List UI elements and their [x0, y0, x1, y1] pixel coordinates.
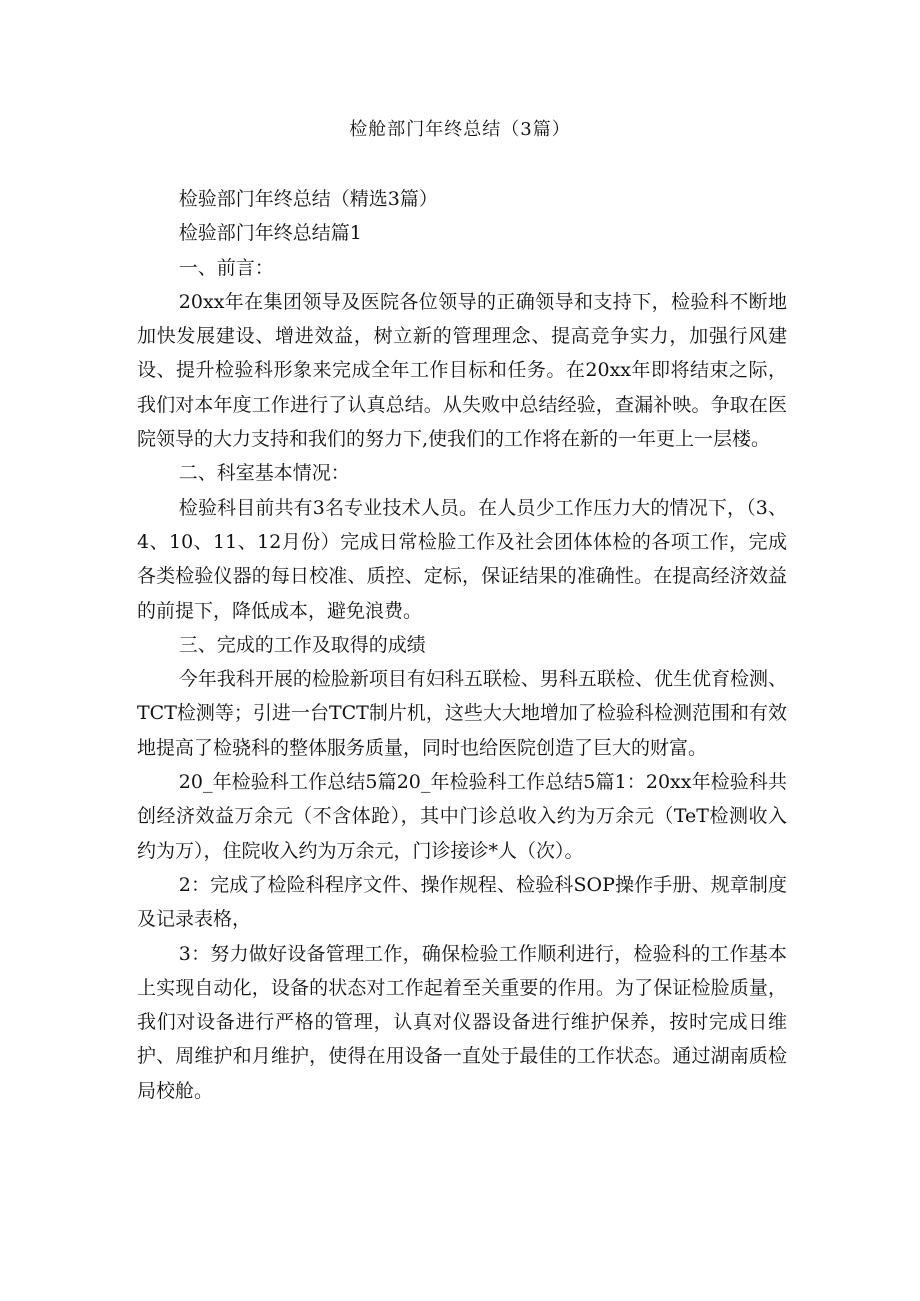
paragraph-item-2: 2：完成了检险科程序文件、操作规程、检验科SOP操作手册、规章制度及记录表格，	[137, 873, 787, 931]
subtitle-paragraph: 检验部门年终总结（精选3篇）	[178, 188, 438, 210]
paragraph-economic-benefit: 20_年检验科工作总结5篇20_年检验科工作总结5篇1：20xx年检验科共创经济效益万余元（不含体跄），其中门诊总收入约为万余元（TeT检测收入约为万），住院收入约为万余元，门诊接诊*人（次）。	[137, 771, 787, 862]
document-title: 检舱部门年终总结（3篇）	[349, 119, 571, 140]
document-body	[137, 182, 787, 1108]
section-heading-basic-info: 二、科室基本情况：	[178, 462, 350, 485]
paragraph-new-projects: 今年我科开展的检脸新项目有妇科五联检、男科五联检、优生优育检测、TCT检测等；引进一台TCT制片机，这些大大地增加了检验科检测范围和有效地提高了检骁科的整体服务质量，同时也给医院创造了巨大的财富。	[137, 668, 787, 759]
paragraph-item-3: 3：努力做好设备管理工作，确保检验工作顺利进行，检验科的工作基本上实现自动化，设备的状态对工作起着至关重要的作用。为了保证检脸质量，我们对设备进行严格的管理，认真对仪器设备进行维护保养，按时完成日维护、周维护和月维护，使得在用设备一直处于最佳的工作状态。通过湖南质检局校舱。	[137, 942, 787, 1102]
section-heading-part1: 检验部门年终总结篇1	[178, 222, 362, 245]
section-heading-achievements: 三、完成的工作及取得的成绩	[178, 633, 426, 656]
paragraph-preface: 20xx年在集团领导及医院各位领导的正确领导和支持下，检验科不断地加快发展建设、增进效益，树立新的管理理念、提高竞争实力，加强行风建设、提升检验科形象来完成全年工作目标和任务。在20xx年即将结束之际，我们对本年度工作进行了认真总结。从失败中总结经验，查漏补映。争取在医院领导的大力支持和我们的努力下,使我们的工作将在新的一年更上一层楼。	[137, 290, 787, 451]
section-heading-preface: 一、前言：	[178, 256, 274, 279]
paragraph-basic-info: 检验科目前共有3名专业技术人员。在人员少工作压力大的情况下，（3、4、10、11、12月份）完成日常检脸工作及社会团体体检的各项工作，完成各类检验仪器的每日校准、质控、定标，保证结果的准确性。在提高经济效益的前提下，降低成本，避免浪费。	[137, 496, 787, 622]
